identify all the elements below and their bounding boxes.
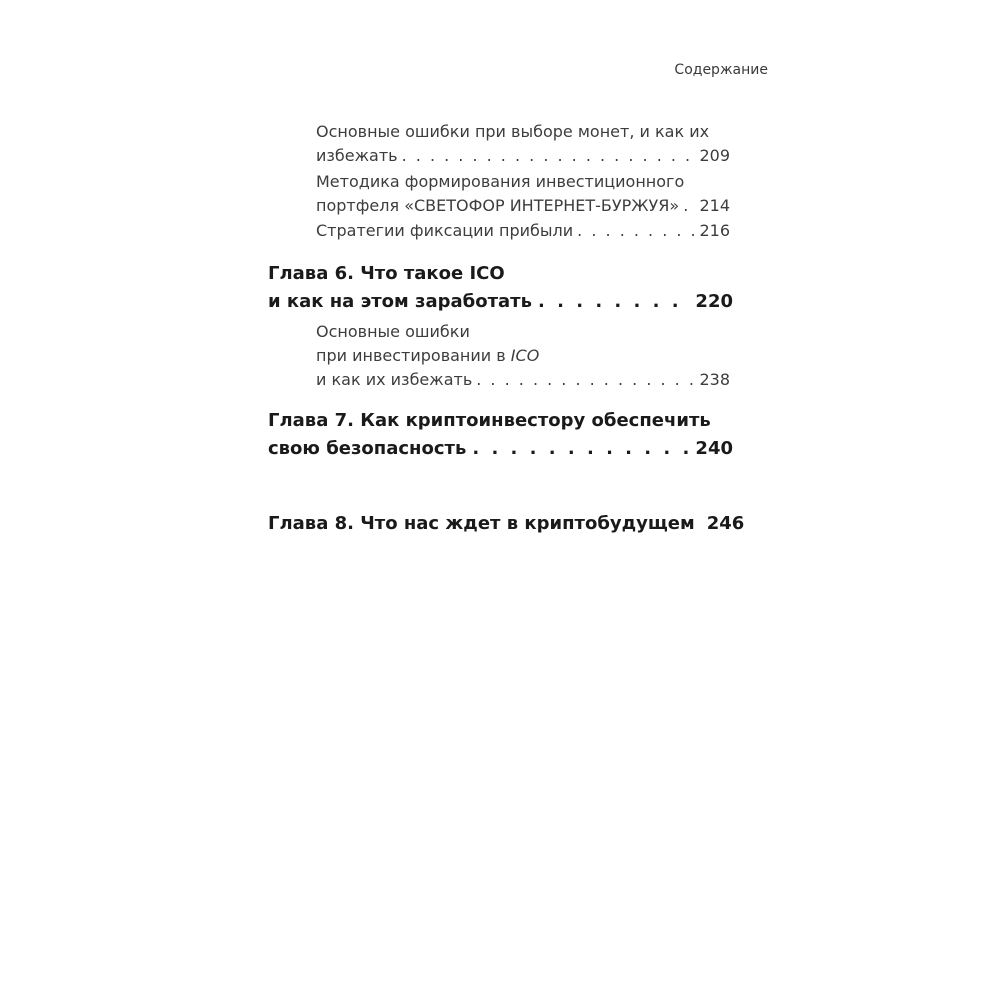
toc-entry-title: Методика формирования инвестиционного bbox=[316, 172, 685, 191]
toc-chapter-title: Глава 7. Как криптоинвестору обеспечить bbox=[268, 410, 711, 431]
toc-entry-title: избежать bbox=[316, 146, 398, 165]
toc-chapter-title: свою безопасность bbox=[268, 438, 467, 459]
toc-page-number: 220 bbox=[695, 291, 733, 312]
toc-page-number: 240 bbox=[695, 438, 733, 459]
toc-entry[interactable] bbox=[316, 320, 730, 392]
toc-page-number: 238 bbox=[699, 370, 730, 389]
toc-page-number: 209 bbox=[699, 146, 730, 165]
toc-entry-title: Основные ошибки при выборе монет, и как их bbox=[316, 122, 710, 141]
toc-entry[interactable] bbox=[316, 219, 730, 243]
dot-leader bbox=[402, 144, 696, 168]
toc-chapter-entry[interactable] bbox=[268, 407, 733, 463]
toc-chapter-title: и как на этом заработать bbox=[268, 291, 532, 312]
toc-entry-title: Стратегии фиксации прибыли bbox=[316, 221, 574, 240]
toc-chapter-title: Глава 8. Что нас ждет в криптобудущем bbox=[268, 513, 695, 534]
toc-entry[interactable] bbox=[316, 170, 730, 218]
toc-chapter-entry[interactable] bbox=[268, 260, 733, 316]
toc-entry-title: Основные ошибки bbox=[316, 322, 470, 341]
toc-page-number: 246 bbox=[706, 513, 745, 534]
toc-entry-title: и как их избежать bbox=[316, 370, 473, 389]
dot-leader bbox=[472, 435, 689, 463]
toc-entry-title: при инвестировании в bbox=[316, 346, 511, 365]
toc-entry-title-italic: ICO bbox=[510, 346, 540, 365]
toc-chapter-title: Глава 6. Что такое ICO bbox=[268, 263, 505, 284]
toc-page-number: 214 bbox=[699, 196, 730, 215]
toc-page-number: 216 bbox=[699, 221, 730, 240]
running-header: Содержание bbox=[674, 62, 768, 78]
dot-leader bbox=[577, 219, 695, 243]
toc-chapter-entry[interactable] bbox=[268, 510, 745, 538]
toc-entry[interactable] bbox=[316, 120, 730, 168]
dot-leader bbox=[476, 368, 695, 392]
dot-leader bbox=[538, 288, 689, 316]
dot-leader bbox=[683, 194, 695, 218]
toc-entry-title: портфеля «СВЕТОФОР ИНТЕРНЕТ-БУРЖУЯ» bbox=[316, 196, 680, 215]
